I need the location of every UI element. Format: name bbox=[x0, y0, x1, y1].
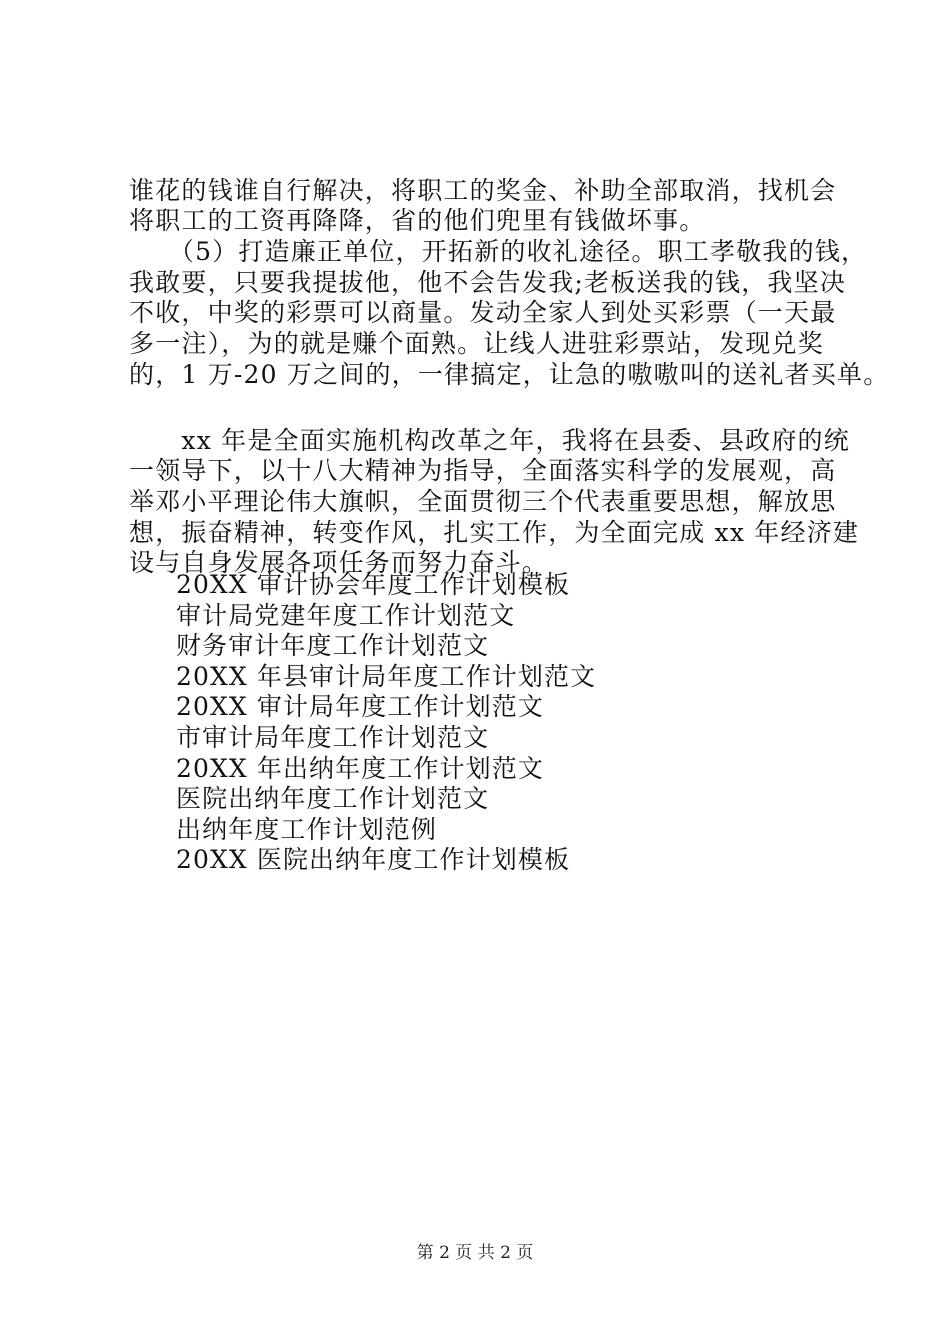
page-footer: 第 2 页 共 2 页 bbox=[416, 1243, 534, 1263]
paragraph-line: 多一注），为的就是赚个面熟。让线人进驻彩票站，发现兑奖 bbox=[129, 329, 824, 358]
list-item[interactable]: 20XX 年县审计局年度工作计划范文 bbox=[176, 661, 597, 691]
paragraph-line: （5）打造廉正单位，开拓新的收礼途径。职工孝敬我的钱， bbox=[129, 237, 868, 266]
list-item[interactable]: 医院出纳年度工作计划范文 bbox=[176, 784, 490, 814]
paragraph-line: 一领导下，以十八大精神为指导，全面落实科学的发展观，高 bbox=[129, 456, 837, 485]
list-item[interactable]: 20XX 医院出纳年度工作计划模板 bbox=[176, 845, 571, 875]
list-item[interactable]: 市审计局年度工作计划范文 bbox=[176, 722, 490, 752]
paragraph-line: xx 年是全面实施机构改革之年，我将在县委、县政府的统 bbox=[129, 426, 850, 455]
list-item[interactable]: 20XX 审计局年度工作计划范文 bbox=[176, 692, 544, 722]
list-item[interactable]: 出纳年度工作计划范例 bbox=[176, 814, 438, 844]
paragraph-line: 我敢要，只要我提拔他，他不会告发我;老板送我的钱，我坚决 bbox=[129, 268, 847, 297]
related-articles-list bbox=[176, 570, 596, 876]
paragraph-line: 想，振奋精神，转变作风，扎实工作，为全面完成 xx 年经济建 bbox=[129, 518, 860, 547]
paragraph-line: 的，1 万-20 万之间的，一律搞定，让急的嗷嗷叫的送礼者买单。 bbox=[129, 360, 890, 389]
paragraph-line: 将职工的工资再降降，省的他们兜里有钱做坏事。 bbox=[129, 206, 706, 235]
paragraph-line: 举邓小平理论伟大旗帜，全面贯彻三个代表重要思想，解放思 bbox=[129, 487, 837, 516]
list-item[interactable]: 财务审计年度工作计划范文 bbox=[176, 631, 490, 661]
list-item[interactable]: 20XX 年出纳年度工作计划范文 bbox=[176, 753, 544, 783]
paragraph-line: 不收，中奖的彩票可以商量。发动全家人到处买彩票（一天最 bbox=[129, 298, 837, 327]
paragraph-line: 谁花的钱谁自行解决，将职工的奖金、补助全部取消，找机会 bbox=[129, 176, 837, 205]
list-item[interactable]: 审计局党建年度工作计划范文 bbox=[176, 600, 516, 630]
list-item[interactable]: 20XX 审计协会年度工作计划模板 bbox=[176, 570, 571, 599]
paragraph-line: 设与自身发展各项任务而努力奋斗。 bbox=[129, 548, 549, 577]
